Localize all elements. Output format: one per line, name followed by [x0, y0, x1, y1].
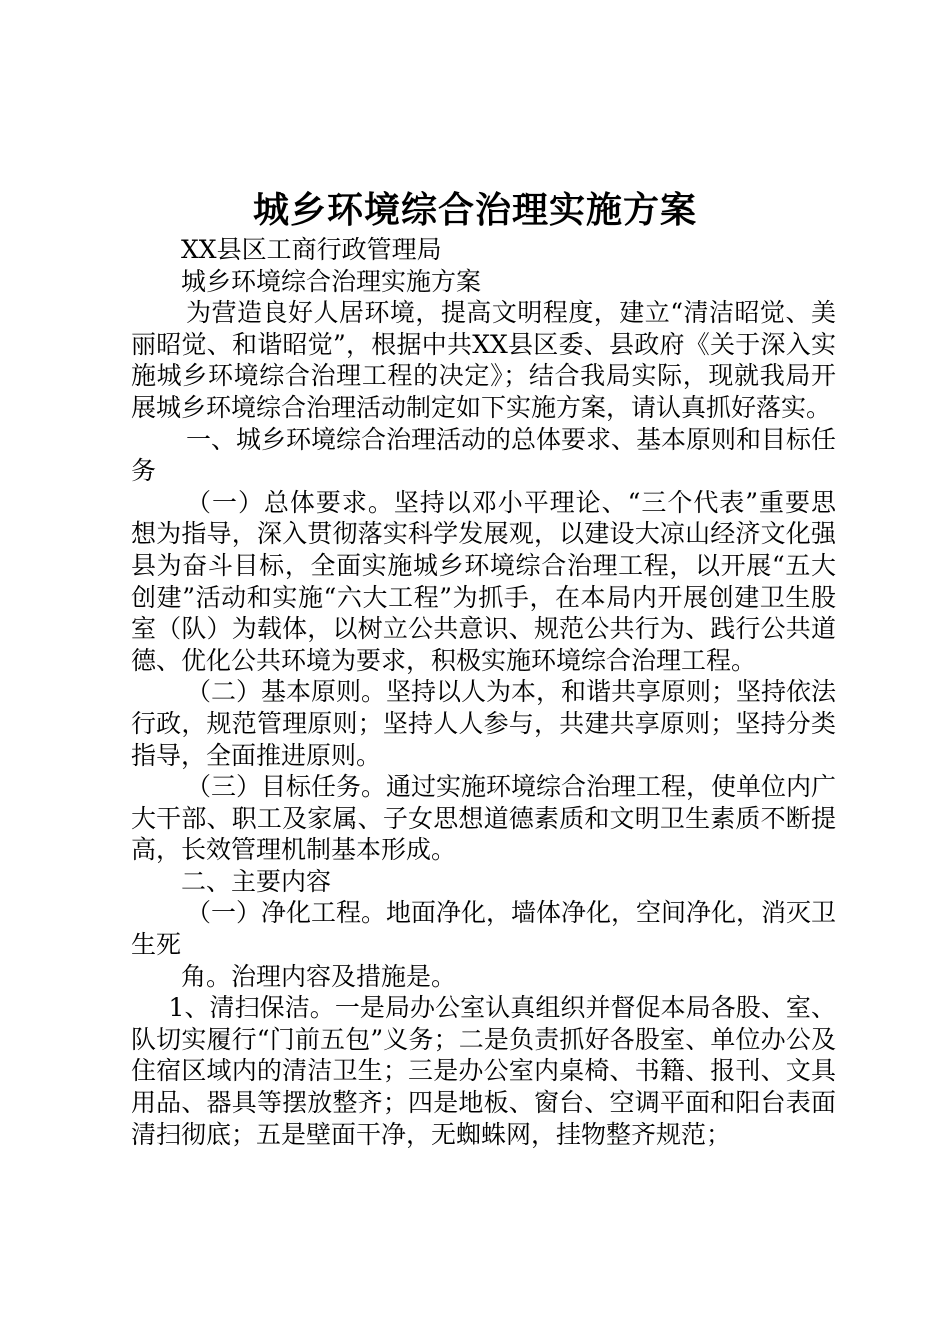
paragraph-basic-principles: （二）基本原则。坚持以人为本，和谐共享原则；坚持依法行政，规范管理原则；坚持人人参与，共建共享原则；坚持分类指导，全面推进原则。	[131, 677, 837, 770]
paragraph-measures: 角。治理内容及措施是。	[181, 961, 457, 991]
paragraph-issuer: XX县区工商行政管理局	[181, 235, 442, 264]
paragraph-subtitle: 城乡环境综合治理实施方案	[181, 266, 482, 296]
paragraph-general-requirements: （一）总体要求。坚持以邓小平理论、“三个代表”重要思想为指导，深入贯彻落实科学发展观，以建设大凉山经济文化强县为奋斗目标，全面实施城乡环境综合治理工程，以开展“五大创建”活动和实施“六大工程”为抓手，在本局内开展创建卫生股室（队）为载体，以树立公共意识、规范公共行为、践行公共道德、优化公共环境为要求，积极实施环境综合治理工程。	[131, 487, 836, 675]
paragraph-intro: 为营造良好人居环境，提高文明程度，建立“清洁昭觉、美丽昭觉、和谐昭觉”，根据中共XX县区委、县政府《关于深入实施城乡环境综合治理工程的决定》；结合我局实际，现就我局开展城乡环境综合治理活动制定如下实施方案，请认真抓好落实。	[131, 298, 836, 422]
paragraph-target-tasks: （三）目标任务。通过实施环境综合治理工程，使单位内广大干部、职工及家属、子女思想道德素质和文明卫生素质不断提高，长效管理机制基本形成。	[131, 772, 837, 865]
document-body	[131, 234, 836, 1150]
heading-section-2: 二、主要内容	[181, 866, 332, 896]
document-title: 城乡环境综合治理实施方案	[252, 189, 697, 231]
paragraph-cleaning: 1、清扫保洁。一是局办公室认真组织并督促本局各股、室、队切实履行“门前五包”义务；二是负责抓好各股室、单位办公及住宿区域内的清洁卫生；三是办公室内桌椅、书籍、报刊、文具用品、器具等摆放整齐；四是地板、窗台、空调平面和阳台表面清扫彻底；五是壁面干净，无蜘蛛网，挂物整齐规范；	[131, 993, 836, 1149]
paragraph-purification-project: （一）净化工程。地面净化，墙体净化，空间净化，消灭卫生死	[131, 898, 837, 960]
heading-section-1: 一、城乡环境综合治理活动的总体要求、基本原则和目标任务	[131, 424, 837, 486]
